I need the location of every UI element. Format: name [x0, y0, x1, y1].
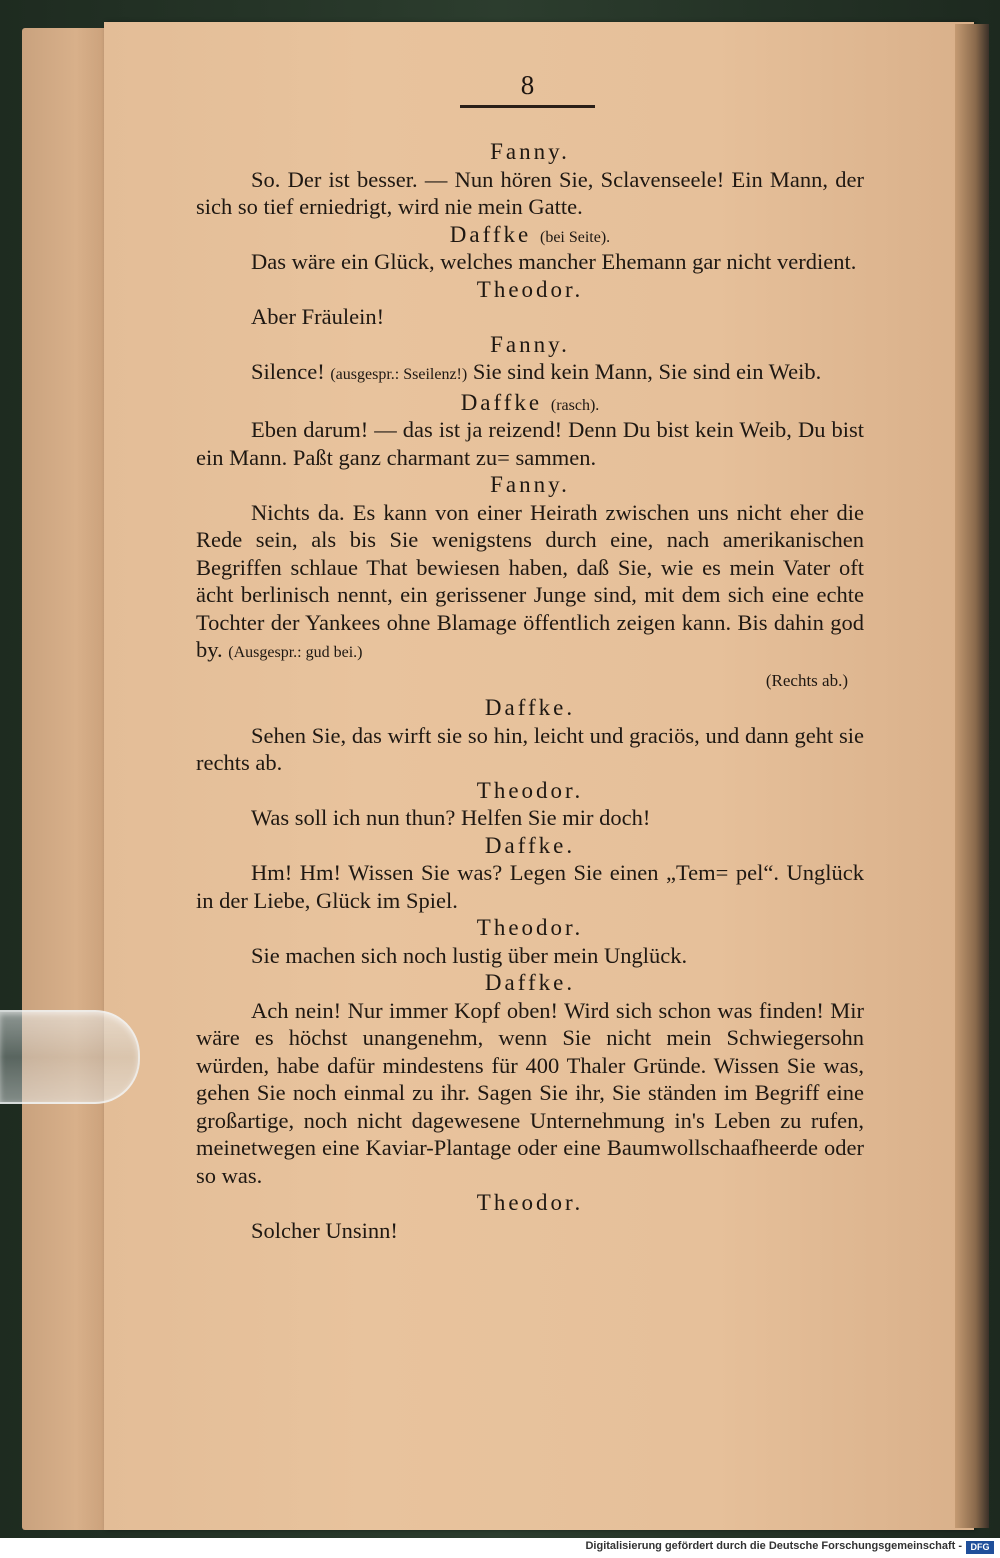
- dialogue-paragraph: [196, 166, 864, 221]
- dialogue-text: Ach nein! Nur immer Kopf oben! Wird sich schon was finden! Mir wäre es höchst unangenehm, wenn Sie nicht mein Schwiegersohn würden, habe dafür mindestens für 400 Thaler Gründe. Wissen Sie was, gehen Sie noch einmal zu ihr. Sagen Sie ihr, Sie ständen im Begriff eine großartige, noch nicht dagewesene Unternehmung in's Leben zu rufen, meinetwegen eine Kaviar-Plantage oder eine Baumwollschaafheerde oder so was.: [196, 997, 864, 1188]
- speaker-heading: [196, 777, 864, 805]
- speaker-name: Theodor.: [476, 915, 584, 940]
- dialogue-text: Das wäre ein Glück, welches mancher Ehemann gar nicht verdient.: [251, 249, 857, 274]
- scan-clip: [0, 1010, 140, 1104]
- speaker-name: Daffke.: [484, 970, 576, 995]
- speaker-heading: [196, 331, 864, 359]
- dialogue-paragraph: [196, 358, 864, 389]
- pronunciation-note: (Ausgespr.: gud bei.): [228, 644, 363, 661]
- exit-direction: (Rechts ab.): [765, 670, 848, 690]
- dialogue-text: Nichts da. Es kann von einer Heirath zwischen uns nicht eher die Rede sein, als bis Sie wenigstens durch eine, nach amerikanischen Begriffen schlaue That bewiesen haben, daß Sie, wie es mein Vater oft ächt berlinisch nennt, ein gerissener Junge sind, mit dem sich eine echte Tochter der Yankees ohne Blamage öffentlich zeigen kann. Bis dahin: [196, 499, 864, 635]
- dialogue-paragraph: [196, 942, 864, 970]
- dialogue-paragraph: [196, 416, 864, 471]
- dialogue-text: Sehen Sie, das wirft sie so hin, leicht und graciös, und dann geht sie rechts ab.: [196, 722, 864, 775]
- speaker-name: Fanny.: [490, 472, 570, 497]
- speaker-name: Daffke: [460, 389, 543, 415]
- dialogue-text: Eben darum! — das ist ja reizend! Denn Du bist kein Weib, Du bist ein Mann. Paßt ganz charmant zu= sammen.: [196, 417, 864, 470]
- dialogue-text: Sie machen sich noch lustig über mein Unglück.: [251, 942, 688, 968]
- dialogue-text: Hm! Hm! Wissen Sie was? Legen Sie einen „Tem= pel“. Unglück in der Liebe, Glück im Spiel.: [196, 860, 864, 913]
- dialogue-paragraph: [196, 303, 864, 331]
- speaker-name: Daffke.: [484, 832, 576, 858]
- speaker-name: Theodor.: [476, 276, 584, 302]
- back-page-edge: [22, 28, 112, 1530]
- footer-credit: Digitalisierung gefördert durch die Deutsche Forschungsgemeinschaft -: [585, 1540, 962, 1552]
- dialogue-paragraph: [196, 804, 864, 832]
- speaker-heading: [196, 221, 864, 249]
- footer-bar: [0, 1538, 1000, 1558]
- dialogue-text: Sie sind kein Mann, Sie sind ein Weib.: [472, 359, 822, 384]
- speaker-heading: [196, 471, 864, 499]
- dialogue-paragraph: [196, 722, 864, 777]
- dialogue-text: So. Der ist besser. — Nun hören Sie, Sclavenseele! Ein Mann, der sich so tief erniedrigt, wird nie mein Gatte.: [196, 166, 864, 219]
- dialogue-text: Solcher Unsinn!: [251, 1217, 398, 1243]
- speaker-name: Fanny.: [490, 139, 570, 164]
- speaker-heading: [196, 969, 864, 997]
- speaker-name: Theodor.: [476, 1190, 584, 1215]
- stage-direction: (bei Seite).: [539, 228, 611, 246]
- dialogue-paragraph: [196, 1217, 864, 1245]
- speaker-name: Fanny.: [490, 331, 570, 357]
- dialogue-paragraph: [196, 248, 864, 276]
- dialogue-tail: god by.: [196, 609, 864, 662]
- page-number: 8: [520, 70, 535, 100]
- speaker-name: Daffke.: [484, 695, 576, 720]
- stage-direction: (rasch).: [550, 396, 600, 414]
- speaker-heading: [196, 389, 864, 417]
- dialogue-paragraph: [196, 997, 864, 1190]
- dialogue-paragraph: [196, 499, 864, 667]
- page-number-rule: [460, 105, 595, 108]
- dialogue-lead: Silence!: [251, 359, 325, 384]
- speaker-heading: [196, 832, 864, 860]
- dfg-logo: DFG: [966, 1541, 994, 1554]
- pronunciation-note: (ausgespr.: Sseilenz!): [330, 366, 468, 383]
- dialogue-text: Was soll ich nun thun? Helfen Sie mir doch!: [251, 805, 651, 830]
- speaker-heading: [196, 138, 864, 166]
- page-gutter-shadow: [955, 24, 989, 1528]
- dialogue-text: Aber Fräulein!: [251, 304, 385, 329]
- speaker-name: Daffke: [449, 221, 532, 247]
- play-text: [196, 138, 864, 1244]
- dialogue-paragraph: [196, 859, 864, 914]
- speaker-heading: [196, 694, 864, 722]
- speaker-heading: [196, 914, 864, 942]
- speaker-heading: [196, 1189, 864, 1217]
- speaker-name: Theodor.: [476, 777, 584, 803]
- speaker-heading: [196, 276, 864, 304]
